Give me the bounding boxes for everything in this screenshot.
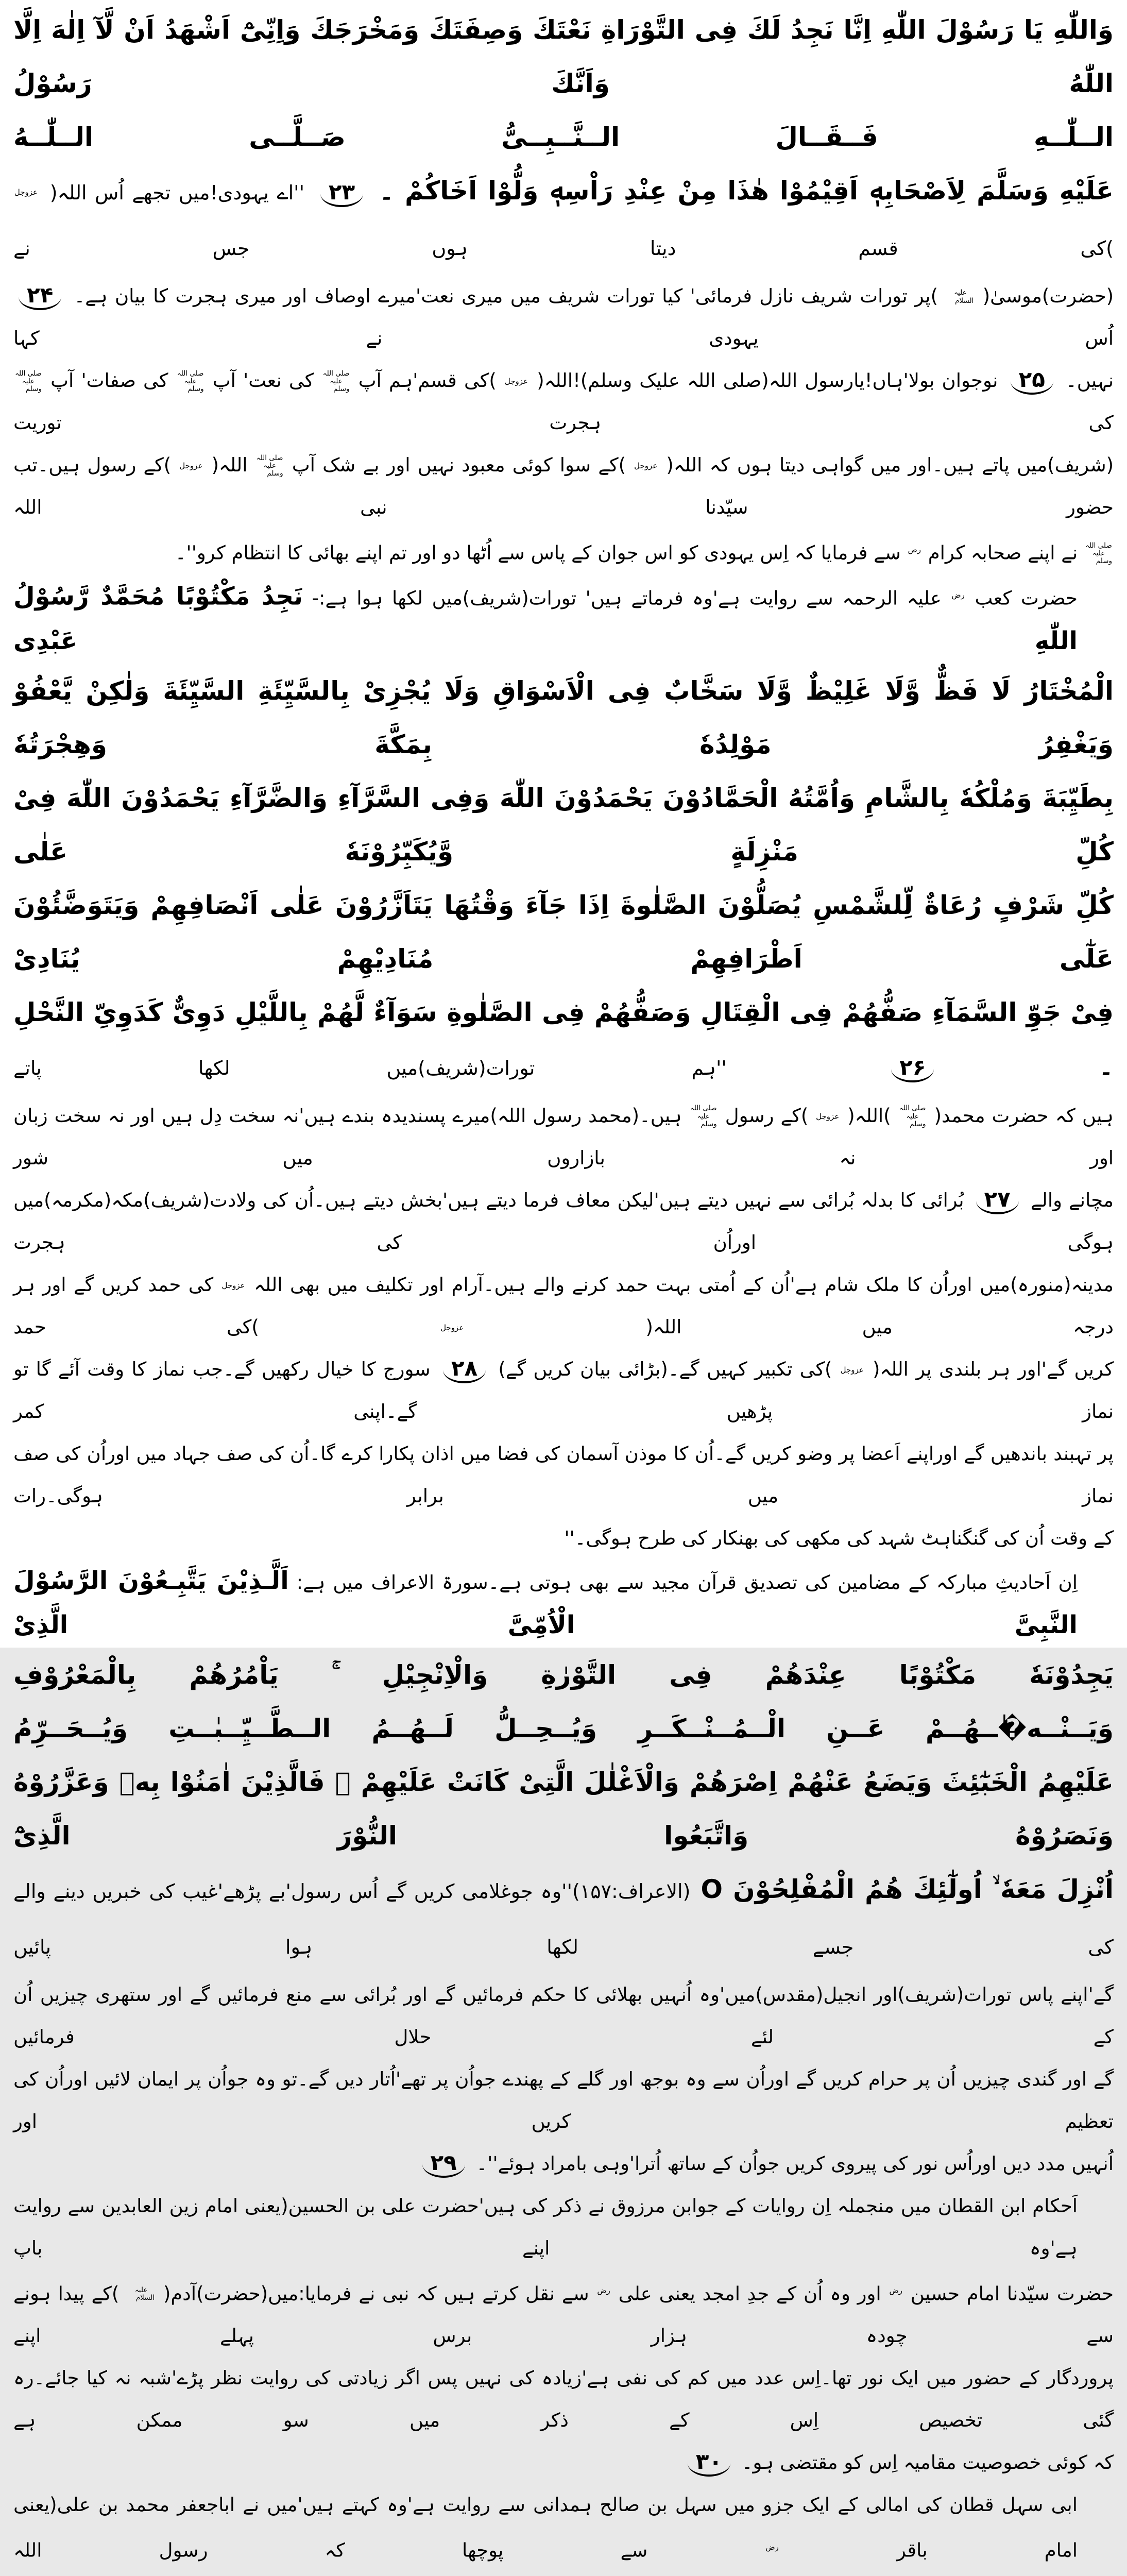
honorific-alaihis-salam: علیہ السلام (954, 289, 974, 305)
urdu-text-segment: ابی سہل قطان کی امالی کے ایک جزو میں سہل بن صالح ہمدانی سے روایت ہے'وہ کہتے ہیں'میں نے اباجعفر محمد بن علی(یعنی امام باقر (13, 2493, 1078, 2562)
text-line (13, 878, 1114, 986)
urdu-text-segment: ہیں۔(محمد رسول اللہ)میرے پسندیدہ بندے ہیں'نہ سخت دِل ہیں اور نہ سخت زبان اور نہ بازاروں میں شور (13, 1104, 1114, 1169)
arabic-text-segment: وَاللّٰهِ يَا رَسُوْلَ اللّٰهِ اِنَّا نَجِدُ لَكَ فِى التَّوْرَاةِ نَعْتَكَ وَصِفَتَكَ وَمَخْرَجَكَ وَاِنِّىْٓ اَشْهَدُ اَنْ لَّآ اِلٰهَ اِلَّا اللّٰهُ وَاَنَّكَ رَسُوْلُ (13, 15, 1114, 98)
text-line (13, 164, 1114, 275)
urdu-text-segment: کی حمد کریں گے اور ہر درجہ میں اللہ( (13, 1273, 1114, 1338)
honorific-azzawajal: عزوجل (221, 1280, 245, 1290)
honorific-azzawajal: عزوجل (504, 377, 528, 386)
text-line (13, 1517, 1114, 1560)
honorific-azzawajal: عزوجل (179, 461, 203, 471)
urdu-text-segment: اُس یہودی نے کہا (13, 327, 1114, 349)
text-line (13, 2484, 1114, 2571)
honorific-salallahu-alaihi-wasallam: صلی اللہ علیہ وسلم (322, 369, 350, 394)
urdu-text-segment: کہ کوئی خصوصیت مقامیہ اِس کو مقتضی ہو۔ (741, 2451, 1114, 2473)
urdu-text-segment: سے پوچھا کہ رسول اللہ (13, 2539, 648, 2562)
section-number: ۳۰ (688, 2450, 730, 2477)
urdu-text-segment: اُنہیں مدد دیں اوراُس نور کی پیروی کریں جواُن کے ساتھ اُترا'وہی بامراد ہوئے''۔ (476, 2152, 1114, 2175)
text-line (13, 574, 1114, 664)
text-line (13, 444, 1114, 529)
text-line (13, 2442, 1114, 2484)
text-line (13, 1862, 1114, 1974)
urdu-text-segment: سے نقل کرتے ہیں کہ نبی نے فرمایا:میں(حضرت)آدم( (163, 2282, 589, 2304)
urdu-text-segment: کی ہجرت توریت (13, 412, 1114, 434)
arabic-text-segment: الــلّٰــهِ فَــقَــالَ الــنَّــبِــىُّ صَــلَّــى الــلّٰــهُ (13, 122, 1114, 152)
urdu-text-segment: حضرت سیّدنا امام حسین (910, 2282, 1114, 2304)
urdu-text-segment: )کی تکبیر کہیں گے۔(بڑائی بیان کریں گے) (498, 1358, 832, 1380)
honorific-azzawajal: عزوجل (634, 461, 658, 471)
text-line (13, 1433, 1114, 1517)
urdu-text-segment: اَحکام ابن القطان میں منجملہ اِن روایات کے جوابن مرزوق نے ذکر کی ہیں'حضرت علی بن الحسین(یعنی امام زین العابدین سے روایت ہے'وہ اپنے باپ (13, 2194, 1078, 2259)
urdu-text-segment: ہیں کہ حضرت محمد( (934, 1104, 1114, 1127)
honorific-radiallahu-anhu: رض (908, 545, 921, 554)
text-line (13, 2143, 1114, 2185)
urdu-text-segment: پروردگار کے حضور میں ایک نور تھا۔اِس عدد میں کم کی نفی ہے'زیادہ کی نہیں پس اگر زیادتی کی روایت نظر پڑے'شبہ نہ کیا جائے۔رہ گئی تخصیص اِس کے ذکر میں سو ممکن ہے (13, 2366, 1114, 2431)
honorific-radiallahu-anhu: رض (597, 2285, 610, 2295)
section-number: ۲۸ (443, 1357, 486, 1383)
text-line (13, 2571, 1114, 2576)
arabic-text-segment: وَيَــنْــه�ٰــهُــمْ عَــنِ الْــمُــنْــكَــرِ وَيُــحِــلُّ لَــهُــمُ الــطَّــيِّــبٰــتِ وَيُــحَــرِّمُ (13, 1713, 1114, 1743)
text-line (13, 1755, 1114, 1862)
honorific-salallahu-alaihi-wasallam: صلی اللہ علیہ وسلم (177, 369, 204, 394)
honorific-salallahu-alaihi-wasallam: صلی اللہ علیہ وسلم (899, 1104, 926, 1128)
text-block (13, 3, 1114, 2576)
urdu-text-segment: اور وہ اُن کے جدِ امجد یعنی علی (618, 2282, 881, 2304)
urdu-text-segment: )کی قسم دیتا ہوں جس نے (13, 237, 1114, 260)
urdu-text-segment: نہیں۔ (1066, 369, 1114, 392)
urdu-text-segment: سے فرمایا کہ اِس یہودی کو اس جوان کے پاس سے اُٹھا دو اور تم اپنے بھائی کا انتظام کرو''۔ (175, 541, 901, 564)
section-number: ۲۹ (422, 2151, 465, 2178)
urdu-text-segment: نے اپنے صحابہ کرام (928, 541, 1078, 564)
section-number: ۲۶ (891, 1056, 934, 1082)
urdu-text-segment: علیہ الرحمہ سے روایت ہے'وہ فرماتے ہیں' تورات(شریف)میں لکھا ہوا ہے:- (312, 587, 942, 609)
honorific-salallahu-alaihi-wasallam: صلی اللہ علیہ وسلم (256, 453, 283, 478)
section-number: ۲۳ (320, 180, 363, 207)
urdu-text-segment: مدینہ(منورہ)میں اوراُن کا ملک شام ہے'اُن کے اُمتی بہت حمد کرنے والے ہیں۔آرام اور تکلیف میں بھی اللہ (254, 1273, 1114, 1296)
urdu-text-segment: کے وقت اُن کی گنگناہٹ شہد کی مکھی کی بھنکار کی طرح ہوگی۔'' (564, 1527, 1114, 1549)
urdu-text-segment: اللہ( (211, 454, 248, 476)
urdu-text-segment: سورج کا خیال رکھیں گے۔جب نماز کا وقت آئے گا تو نماز پڑھیں گے۔اپنی کمر (13, 1358, 1114, 1422)
arabic-text-segment: كُلِّ شَرْفٍ رُعَاةٌ لِّلشَّمْسِ يُصَلُّوْنَ الصَّلٰوةَ اِذَا جَآءَ وَقْتُهَا يَتَاَزَّرُوْنَ عَلٰى اَنْصَافِهِمْ وَيَتَوَضَّئُوْنَ عَلٰٓى اَطْرَافِهِمْ مُنَادِيْهِمْ يُنَادِىْ (13, 890, 1114, 974)
urdu-text-segment: نوجوان بولا'ہاں!یارسول اللہ(صلی اللہ علیک وسلم)!اللہ( (537, 369, 998, 392)
honorific-radiallahu-anhu: رض (889, 2285, 902, 2295)
urdu-text-segment: )کے سوا کوئی معبود نہیں اور بے شک آپ (292, 454, 626, 476)
text-line (13, 529, 1114, 574)
urdu-text-segment: ''ہم تورات(شریف)میں لکھا پاتے (13, 1056, 727, 1079)
urdu-text-segment: )پر تورات شریف نازل فرمائی' کیا تورات شریف میں میری نعت'میرے اوصاف اور میری ہجرت کا بیان ہے۔ (74, 285, 938, 307)
urdu-text-segment: )کے پیدا ہونے سے چودہ ہزار برس پہلے اپنے (13, 2282, 1114, 2347)
text-line (13, 2185, 1114, 2269)
arabic-text-segment: عَلَيْهِمُ الْخَبٰٓئِثَ وَيَضَعُ عَنْهُمْ اِصْرَهُمْ وَالْاَغْلٰلَ الَّتِىْ كَانَتْ عَلَيْهِمْ ۚ فَالَّذِيْنَ اٰمَنُوْا بِهٖ وَعَزَّرُوْهُ وَنَصَرُوْهُ وَاتَّبَعُوا النُّوْرَ الَّذِىْٓ (13, 1767, 1114, 1851)
arabic-text-segment: نَجِدُ مَكْتُوْبًا مُحَمَّدٌ رَّسُوْلُ اللّٰهِ عَبْدِى (13, 582, 1078, 655)
text-line (13, 771, 1114, 878)
text-line (13, 1974, 1114, 2058)
urdu-text-segment: )کے رسول ہیں۔تب حضور سیّدنا نبی اللہ (13, 454, 1114, 518)
urdu-text-segment: (حضرت)موسیٰ( (982, 285, 1114, 307)
arabic-text-segment: يَجِدُوْنَهٗ مَكْتُوْبًا عِنْدَهُمْ فِى التَّوْرٰةِ وَالْاِنْجِيْلِ ۚ يَاْمُرُهُمْ بِالْمَعْرُوْفِ (13, 1659, 1114, 1690)
honorific-radiallahu-anhu: رض (765, 2542, 779, 2552)
honorific-salallahu-alaihi-wasallam: صلی اللہ علیہ وسلم (1085, 541, 1112, 566)
text-line (13, 1348, 1114, 1433)
arabic-text-segment: عَلَيْهِ وَسَلَّمَ لِاَصْحَابِهٖ اَقِيْمُوْا هٰذَا مِنْ عِنْدِ رَاْسِهٖ وَلُّوْا اَخَاكُمْ ۔ (379, 176, 1114, 206)
urdu-text-segment: )کی قسم'ہم آپ (358, 369, 497, 392)
text-line (13, 1095, 1114, 1179)
text-line (13, 110, 1114, 164)
urdu-text-segment: )کی حمد (13, 1315, 259, 1338)
text-line (13, 1179, 1114, 1264)
honorific-alaihis-salam: علیہ السلام (134, 2286, 155, 2302)
text-line (13, 986, 1114, 1095)
honorific-radiallahu-anhu: رض (951, 590, 965, 600)
arabic-text-segment: الْمُخْتَارُ لَا فَظٌّ وَّلَا غَلِيْظٌ وَّلَا سَخَّابٌ فِى الْاَسْوَاقِ وَلَا يُجْزِىْ بِالسَّيِّئَةِ السَّيِّئَةَ وَلٰكِنْ يَّعْفُوْ وَيَغْفِرُ مَوْلِدُهٗ بِمَكَّةَ وَهِجْرَتُهٗ (13, 675, 1114, 759)
urdu-text-segment: کی صفات' آپ (50, 369, 168, 392)
urdu-text-segment: گے'اپنے پاس تورات(شریف)اور انجیل(مقدس)میں'وہ اُنہیں بھلائی کا حکم فرمائیں گے اور بُرائی سے منع فرمائیں گے اور ستھری چیزیں اُن کے لئے حلال فرمائیں (13, 1983, 1114, 2048)
urdu-text-segment: مچانے والے (1030, 1189, 1114, 1211)
urdu-text-segment: (شریف)میں پاتے ہیں۔اور میں گواہی دیتا ہوں کہ اللہ( (666, 454, 1114, 476)
urdu-text-segment: بُرائی کا بدلہ بُرائی سے نہیں دیتے ہیں'لیکن معاف فرما دیتے ہیں'بخش دیتے ہیں۔اُن کی ولادت(شریف)مکہ(مکرمہ)میں ہوگی اوراُن کی ہجرت (13, 1189, 1114, 1253)
text-line (13, 664, 1114, 771)
honorific-azzawajal: عزوجل (840, 1365, 864, 1375)
section-number: ۲۵ (1011, 368, 1053, 395)
text-line (13, 1702, 1114, 1755)
arabic-text-segment: اُنْزِلَ مَعَهٗ ۙ اُولٰٓئِكَ هُمُ الْمُفْلِحُوْنَ O (701, 1874, 1114, 1904)
urdu-text-segment: )کے رسول (725, 1104, 809, 1127)
honorific-salallahu-alaihi-wasallam: صلی اللہ علیہ وسلم (15, 369, 42, 394)
text-line (13, 1648, 1114, 1702)
honorific-azzawajal: عزوجل (14, 188, 38, 197)
honorific-salallahu-alaihi-wasallam: صلی اللہ علیہ وسلم (690, 1104, 717, 1128)
text-line (13, 1264, 1114, 1348)
honorific-azzawajal: عزوجل (816, 1111, 840, 1121)
urdu-text-segment: کی نعت' آپ (212, 369, 314, 392)
urdu-text-segment: (الاعراف:۱۵۷)''وہ جوغلامی کریں گے اُس رسول'بے پڑھے'غیب کی خبریں دینے والے کی جسے لکھا ہوا پائیں (13, 1879, 1114, 1958)
arabic-text-segment: اَلَّـذِيْنَ يَتَّبِـعُوْنَ الرَّسُوْلَ النَّبِىَّ الْاُمِّىَّ الَّذِىْ (13, 1566, 1078, 1639)
urdu-text-segment: گے اور گندی چیزیں اُن پر حرام کریں گے اوراُن سے وہ بوجھ اور گلے کے پھندے جواُن پر تھے'اُتار دیں گے۔تو وہ جواُن پر ایمان لائیں اوراُن کی تعظیم کریں اور (13, 2067, 1114, 2132)
section-number: ۲۷ (976, 1188, 1019, 1214)
text-line (13, 2269, 1114, 2357)
urdu-text-segment: اِن اَحادیثِ مبارکہ کے مضامین کی تصدیق قرآن مجید سے بھی ہوتی ہے۔سورۃ الاعراف میں ہے: (296, 1571, 1078, 1594)
text-line (13, 3, 1114, 110)
text-line (13, 360, 1114, 444)
urdu-text-segment: )اللہ( (847, 1104, 891, 1127)
text-line (13, 2357, 1114, 2442)
urdu-text-segment: پر تہبند باندھیں گے اوراپنے اَعضا پر وضو کریں گے۔اُن کا موذن آسمان کی فضا میں اذان پکارا کرے گا۔اُن کی صف جہاد میں اوراُن کی صف نماز میں برابر ہوگی۔رات (13, 1442, 1114, 1507)
text-line (13, 1560, 1114, 1648)
honorific-azzawajal: عزوجل (440, 1323, 464, 1332)
arabic-text-segment: فِىْ جَوِّ السَّمَآءِ صَفُّهُمْ فِى الْقِتَالِ وَصَفُّهُمْ فِى الصَّلٰوةِ سَوَآءٌ لَّهُمْ بِاللَّيْلِ دَوِىٌّ كَدَوِىِّ النَّحْلِ ۔ (13, 997, 1114, 1081)
text-line (13, 2058, 1114, 2143)
text-line (13, 275, 1114, 360)
section-number: ۲۴ (19, 283, 61, 310)
urdu-text-segment: حضرت کعب (975, 587, 1078, 609)
urdu-text-segment: کریں گے'اور ہر بلندی پر اللہ( (873, 1358, 1114, 1380)
arabic-text-segment: بِطَيِّبَةَ وَمُلْكُهٗ بِالشَّامِ وَاُمَّتُهُ الْحَمَّادُوْنَ يَحْمَدُوْنَ اللّٰهَ وَفِى السَّرَّآءِ وَالضَّرَّآءِ يَحْمَدُوْنَ اللّٰهَ فِىْ كُلِّ مَنْزِلَةٍ وَّيُكَبِّرُوْنَهٗ عَلٰى (13, 783, 1114, 867)
urdu-text-segment: ''اے یہودی!میں تجھے اُس اللہ( (49, 181, 305, 204)
